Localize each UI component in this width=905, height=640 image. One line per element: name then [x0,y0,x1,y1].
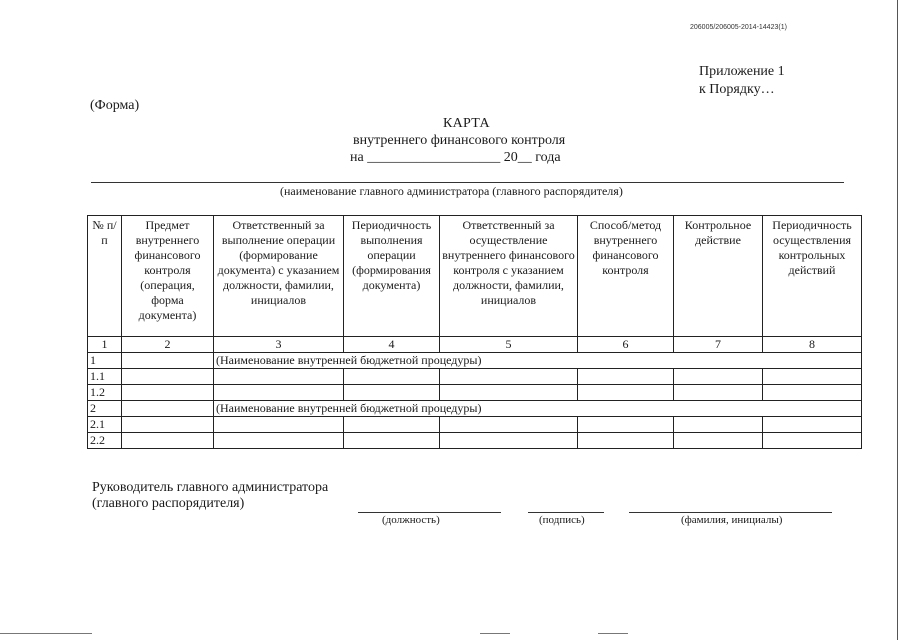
row-cell [578,385,674,401]
column-number: 6 [578,337,674,353]
row-cell [344,385,440,401]
row-cell [122,369,214,385]
row-number: 1.1 [88,369,122,385]
row-cell [440,385,578,401]
table-row [88,401,862,417]
row-number: 2 [88,401,122,417]
row-cell [122,417,214,433]
scan-edge-bottom [598,633,628,634]
signer-title-line-2: (главного распорядителя) [92,496,245,511]
row-cell [440,369,578,385]
table-row [88,433,862,449]
header-row [88,216,862,337]
column-number: 3 [214,337,344,353]
row-cell [214,369,344,385]
row-cell [674,385,763,401]
row-cell [674,417,763,433]
procedure-name: (Наименование внутренней бюджетной процедуры) [214,353,862,369]
row-cell [674,369,763,385]
header-cell: Способ/метод внутреннего финансового контроля [578,216,674,337]
row-cell [763,417,862,433]
scan-edge-bottom [0,633,92,634]
row-number: 2.1 [88,417,122,433]
document-subtitle: внутреннего финансового контроля [353,133,566,148]
appendix-line-1: Приложение 1 [699,64,785,79]
row-number: 1.2 [88,385,122,401]
row-cell [122,401,214,417]
admin-name-caption: (наименование главного администратора (главного распорядителя) [280,184,623,198]
header-cell: Ответственный за выполнение операции (формирование документа) с указанием должности, фамилии, инициалов [214,216,344,337]
header-cell: Периодичность осуществления контрольных действий [763,216,862,337]
header-cell: № п/п [88,216,122,337]
signature-caption: (подпись) [539,514,585,526]
table-row [88,353,862,369]
row-cell [214,417,344,433]
signature-line [528,512,604,513]
row-cell [763,433,862,449]
name-signature-line [629,512,832,513]
row-cell [122,353,214,369]
header-cell: Периодичность выполнения операции (формирования документа) [344,216,440,337]
column-number: 7 [674,337,763,353]
document-id: 206005/206005-2014-14423(1) [690,24,787,31]
column-number: 8 [763,337,862,353]
row-cell [578,433,674,449]
document-title: КАРТА [443,116,490,131]
header-cell: Контрольное действие [674,216,763,337]
row-cell [214,385,344,401]
column-number: 5 [440,337,578,353]
date-line: на ___________________ 20__ года [350,150,561,165]
column-number: 4 [344,337,440,353]
row-cell [344,433,440,449]
header-cell: Ответственный за осуществление внутреннего финансового контроля с указанием должности, фамилии, инициалов [440,216,578,337]
header-cell: Предмет внутреннего финансового контроля (операция, форма документа) [122,216,214,337]
row-cell [440,417,578,433]
row-cell [214,433,344,449]
column-number: 1 [88,337,122,353]
row-cell [763,369,862,385]
form-label: (Форма) [90,98,140,113]
row-cell [344,417,440,433]
row-cell [440,433,578,449]
position-caption: (должность) [382,514,440,526]
row-cell [578,369,674,385]
table-row [88,417,862,433]
appendix-line-2: к Порядку… [699,82,775,97]
table-row [88,369,862,385]
name-caption: (фамилия, инициалы) [681,514,783,526]
procedure-name: (Наименование внутренней бюджетной процедуры) [214,401,862,417]
row-number: 2.2 [88,433,122,449]
row-cell [763,385,862,401]
scan-edge-bottom [480,633,510,634]
row-cell [578,417,674,433]
column-number-row [88,337,862,353]
row-cell [122,385,214,401]
column-number: 2 [122,337,214,353]
admin-name-line [91,182,844,183]
position-signature-line [358,512,501,513]
row-cell [344,369,440,385]
control-map-table [87,215,862,449]
signer-title-line-1: Руководитель главного администратора [92,480,329,495]
row-cell [122,433,214,449]
scan-edge-right [897,0,898,640]
table-row [88,385,862,401]
row-cell [674,433,763,449]
row-number: 1 [88,353,122,369]
